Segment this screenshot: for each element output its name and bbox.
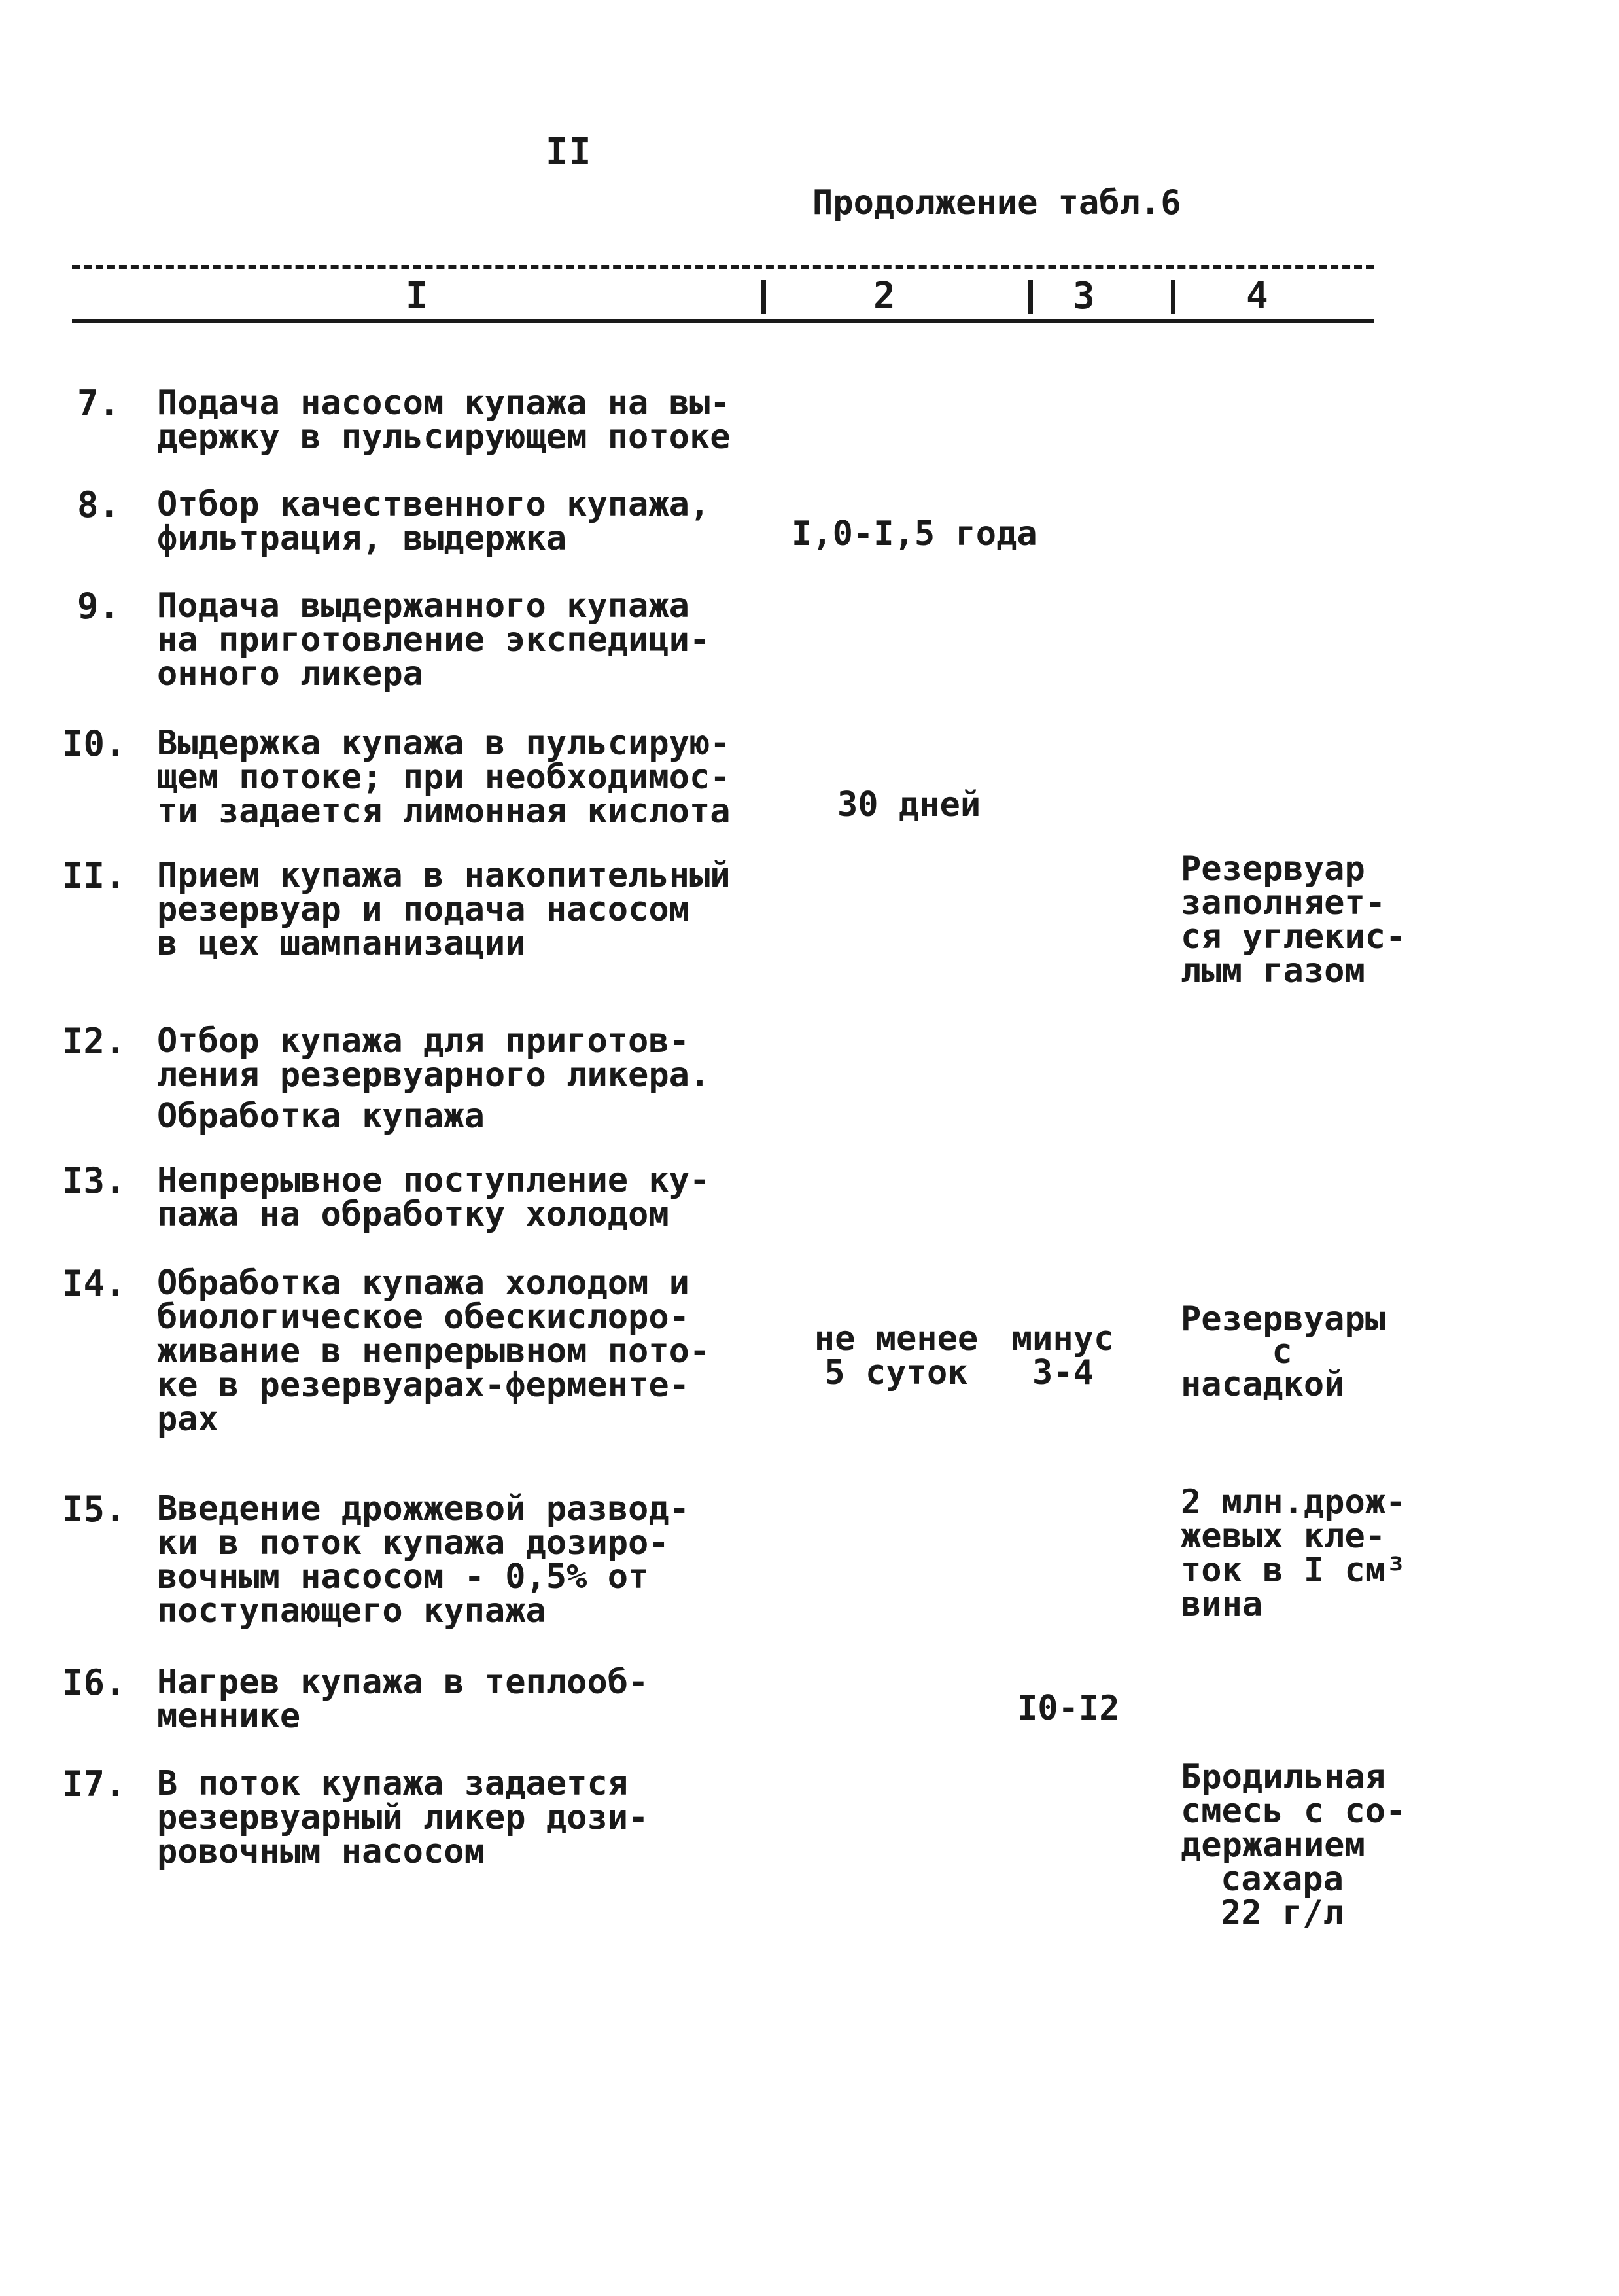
column-header-1: I: [406, 275, 428, 317]
column-separator: [1171, 280, 1175, 314]
row-text-line: ки в поток купажа дозиро-: [157, 1523, 669, 1563]
row-text-line: ления резервуарного ликера.: [157, 1055, 710, 1095]
row-text-line: щем потоке; при необходимос-: [157, 758, 731, 797]
row-text-line: Обработка купажа холодом и: [157, 1263, 689, 1303]
note-line: держанием: [1181, 1826, 1365, 1865]
row-text-line: В поток купажа задается: [157, 1764, 629, 1803]
row-text-line: Нагрев купажа в теплооб-: [157, 1663, 649, 1702]
note-line: Резервуары: [1181, 1299, 1386, 1339]
row-text-line: пажа на обработку холодом: [157, 1195, 669, 1234]
row-text-line: ти задается лимонная кислота: [157, 792, 731, 831]
row-text-line: вочным насосом - 0,5% от: [157, 1557, 649, 1597]
row-text-line: резервуар и подача насосом: [157, 890, 689, 929]
row-number: I0.: [62, 723, 126, 764]
table-top-dashed-rule: [72, 265, 1374, 269]
row-text-line: Подача насосом купажа на вы-: [157, 383, 731, 423]
row-number: I6.: [62, 1662, 126, 1703]
row-number: I7.: [62, 1763, 126, 1805]
row-text-line: Отбор купажа для приготов-: [157, 1021, 689, 1061]
row-text-line: Подача выдержанного купажа: [157, 586, 689, 626]
note-line: насадкой: [1181, 1365, 1345, 1404]
note-line: сахара: [1221, 1860, 1344, 1899]
note-line: вина: [1181, 1585, 1263, 1624]
table-header-solid-rule: [72, 319, 1374, 323]
row-number: I2.: [62, 1021, 126, 1062]
row-text-line: Выдержка купажа в пульсирую-: [157, 724, 731, 763]
column-separator: [1028, 280, 1033, 314]
note-line: 2 млн.дрож-: [1181, 1483, 1406, 1522]
row-text-line: Обработка купажа: [157, 1097, 485, 1136]
row-text-line: Прием купажа в накопительный: [157, 856, 731, 895]
row-text-line: Отбор качественного купажа,: [157, 485, 710, 524]
note-line: с: [1272, 1332, 1293, 1371]
row-text-line: фильтрация, выдержка: [157, 519, 567, 558]
row-text-line: рах: [157, 1400, 218, 1439]
temperature-value: I0-I2: [1017, 1689, 1120, 1728]
duration-value: не менее: [814, 1319, 979, 1358]
row-number: II.: [62, 855, 126, 896]
row-text-line: в цех шампанизации: [157, 924, 526, 963]
row-number: 7.: [77, 383, 120, 424]
row-text-line: на приготовление экспедици-: [157, 620, 710, 660]
row-text-line: держку в пульсирующем потоке: [157, 417, 731, 457]
row-number: I3.: [62, 1160, 126, 1201]
note-line: лым газом: [1181, 951, 1365, 991]
row-text-line: живание в непрерывном пото-: [157, 1332, 710, 1371]
column-header-2: 2: [873, 275, 896, 317]
row-number: 8.: [77, 484, 120, 525]
row-text-line: меннике: [157, 1697, 301, 1736]
temperature-value: минус: [1011, 1319, 1115, 1358]
column-header-3: 3: [1073, 275, 1095, 317]
row-text-line: ровочным насосом: [157, 1832, 485, 1871]
note-line: ся углекис-: [1181, 917, 1406, 957]
row-text-line: Непрерывное поступление ку-: [157, 1161, 710, 1200]
column-separator: [761, 280, 766, 314]
row-text-line: Введение дрожжевой развод-: [157, 1489, 689, 1528]
note-line: Бродильная: [1181, 1757, 1386, 1797]
row-text-line: онного ликера: [157, 654, 423, 694]
note-line: жевых кле-: [1181, 1517, 1386, 1556]
column-header-4: 4: [1246, 275, 1268, 317]
duration-value: I,0-I,5 года: [792, 514, 1037, 554]
row-text-line: поступающего купажа: [157, 1591, 546, 1631]
note-line: 22 г/л: [1221, 1894, 1344, 1933]
row-text-line: биологическое обескислоро-: [157, 1298, 689, 1337]
duration-value: 5 суток: [824, 1353, 968, 1392]
table-continuation-label: Продолжение табл.6: [812, 183, 1181, 222]
row-text-line: резервуарный ликер дози-: [157, 1798, 649, 1837]
page-number: II: [546, 131, 593, 173]
note-line: смесь с со-: [1181, 1792, 1406, 1831]
row-number: 9.: [77, 586, 120, 627]
note-line: ток в I см³: [1181, 1551, 1406, 1590]
row-number: I4.: [62, 1263, 126, 1304]
row-text-line: ке в резервуарах-ферменте-: [157, 1366, 689, 1405]
row-number: I5.: [62, 1489, 126, 1530]
note-line: заполняет-: [1181, 883, 1386, 923]
duration-value: 30 дней: [837, 785, 981, 824]
temperature-value: 3-4: [1032, 1353, 1094, 1392]
note-line: Резервуар: [1181, 849, 1365, 889]
